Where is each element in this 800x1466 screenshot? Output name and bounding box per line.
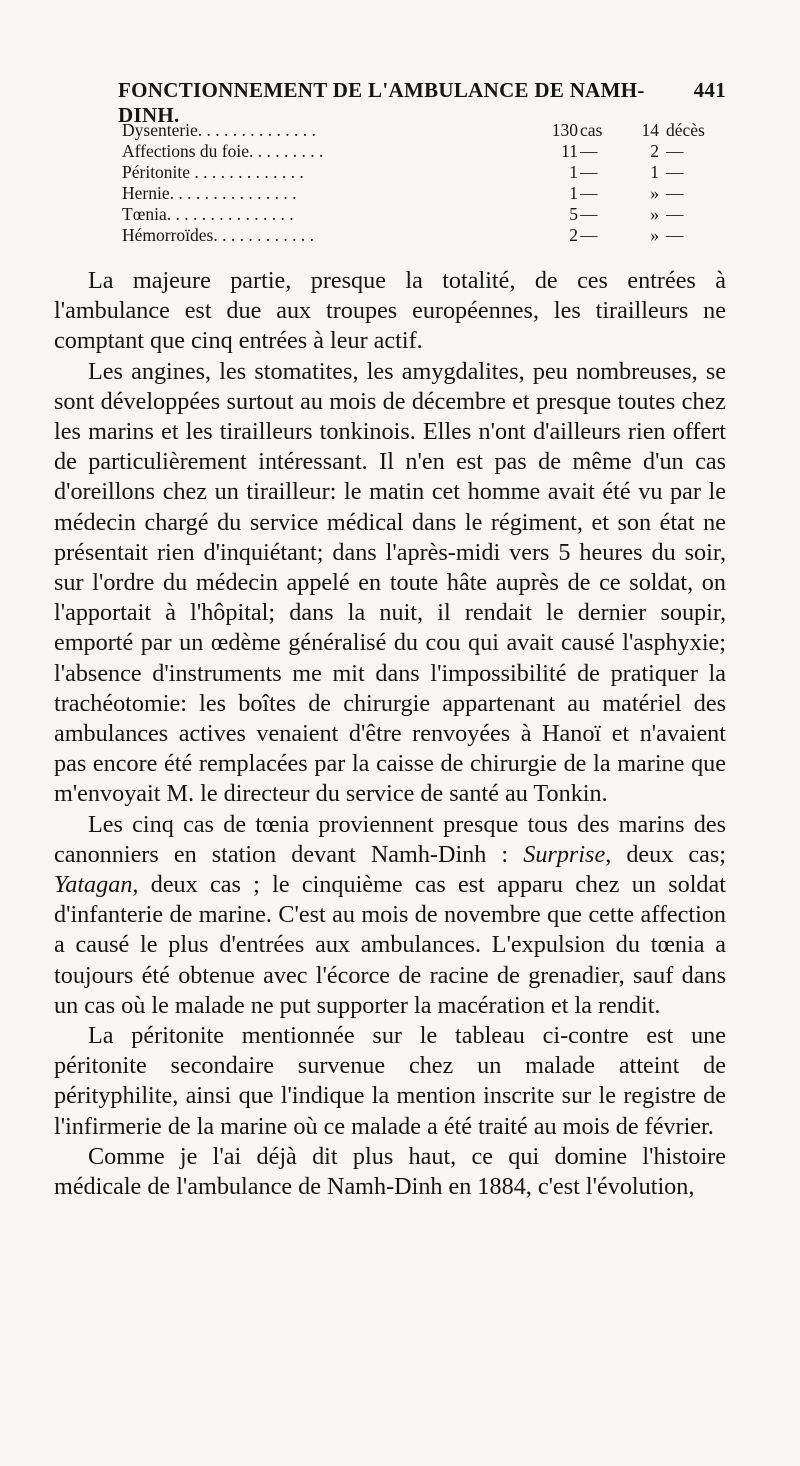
row-unit-cases: cas bbox=[580, 120, 603, 140]
row-unit-deaths: — bbox=[666, 141, 684, 161]
paragraph bbox=[54, 810, 726, 1021]
table-row bbox=[118, 225, 738, 246]
table-row bbox=[118, 162, 738, 183]
table-row bbox=[118, 120, 738, 141]
row-unit-cases: — bbox=[580, 141, 598, 161]
paragraph-text: , deux cas ; le cinquième cas est apparu chez un soldat d'infanterie de marine. C'est au mois de novembre que cette affection a causé le plus d'entrées aux ambulances. L'expulsion du tœnia a toujours été obtenue avec l'écorce de racine de grenadier, sauf dans un cas où le malade ne put supporter la macération et la rendit. bbox=[54, 871, 726, 1019]
row-deaths: 14 bbox=[641, 120, 659, 140]
table-row bbox=[118, 141, 738, 162]
row-unit-deaths: — bbox=[666, 204, 684, 224]
table-row bbox=[118, 204, 738, 225]
row-count: 5 bbox=[569, 204, 578, 224]
paragraph-text: , deux cas; bbox=[605, 840, 726, 868]
row-label: Dysenterie. . . . . . . . . . . . . . bbox=[122, 120, 316, 140]
row-deaths: » bbox=[650, 225, 659, 245]
row-count: 130 bbox=[551, 120, 578, 140]
row-unit-cases: — bbox=[580, 183, 598, 203]
row-unit-cases: — bbox=[580, 225, 598, 245]
row-label: Péritonite . . . . . . . . . . . . . bbox=[122, 162, 304, 182]
paragraph: La majeure partie, presque la totalité, de ces entrées à l'ambulance est due aux troupes européennes, les tirailleurs ne comptant que cinq entrées à leur actif. bbox=[54, 267, 726, 355]
ship-name: Surprise bbox=[523, 840, 606, 868]
row-count: 2 bbox=[569, 225, 578, 245]
table-row bbox=[118, 183, 738, 204]
paragraph-text: Les cinq cas de tœnia proviennent presque tous des marins des canonniers en station devant Namh-Dinh : bbox=[54, 810, 726, 868]
row-unit-deaths: décès bbox=[666, 120, 705, 140]
paragraph: La péritonite mentionnée sur le tableau ci-contre est une péritonite secondaire survenue chez un malade atteint de pérityphilite, ainsi que l'indique la mention inscrite sur le registre de l'infirmerie de la marine où ce malade a été traité au mois de février. bbox=[54, 1022, 726, 1140]
running-title: FONCTIONNEMENT DE L'AMBULANCE DE NAMH-DINH. bbox=[118, 78, 645, 127]
row-deaths: 2 bbox=[650, 141, 659, 161]
row-unit-deaths: — bbox=[666, 225, 684, 245]
paragraph: Comme je l'ai déjà dit plus haut, ce qui domine l'histoire médicale de l'ambulance de Namh-Dinh en 1884, c'est l'évolution, bbox=[54, 1142, 726, 1201]
row-deaths: » bbox=[650, 204, 659, 224]
row-label: Tœnia. . . . . . . . . . . . . . . bbox=[122, 204, 294, 224]
row-deaths: 1 bbox=[650, 162, 659, 182]
row-unit-cases: — bbox=[580, 204, 598, 224]
paragraph: Les angines, les stomatites, les amygdalites, peu nombreuses, se sont développées surtout au mois de décembre et presque toutes chez les marins et les tirailleurs tonkinois. Elles n'ont d'ailleurs rien offert de particulièrement intéressant. Il n'en est pas de même d'un cas d'oreillons chez un tirailleur: le matin cet homme avait été vu par le médecin chargé du service médical dans le régiment, et son état ne présentait rien d'inquiétant; dans l'après-midi vers 5 heures du soir, sur l'ordre du médecin appelé en toute hâte auprès de ce soldat, on l'apportait à l'hôpital; dans la nuit, il rendait le dernier soupir, emporté par un œdème généralisé du cou qui avait causé l'asphyxie; l'absence d'instruments me mit dans l'impossibilité de pratiquer la trachéotomie: les boîtes de chirurgie appartenant au matériel des ambulances actives venaient d'être renvoyées à Hanoï et n'avaient pas encore été remplacées par la caisse de chirurgie de la marine que m'envoyait M. le directeur du service de santé au Tonkin. bbox=[54, 357, 726, 808]
row-label: Hernie. . . . . . . . . . . . . . . bbox=[122, 183, 297, 203]
row-count: 1 bbox=[569, 183, 578, 203]
row-count: 1 bbox=[569, 162, 578, 182]
row-label: Hémorroïdes. . . . . . . . . . . . bbox=[122, 225, 314, 245]
ship-name: Yatagan bbox=[54, 871, 133, 899]
row-unit-deaths: — bbox=[666, 162, 684, 182]
page-number: 441 bbox=[693, 78, 726, 102]
row-unit-deaths: — bbox=[666, 183, 684, 203]
row-deaths: » bbox=[650, 183, 659, 203]
statistics-table bbox=[118, 120, 738, 246]
row-unit-cases: — bbox=[580, 162, 598, 182]
row-label: Affections du foie. . . . . . . . . bbox=[122, 141, 324, 161]
body-text bbox=[54, 266, 726, 1202]
row-count: 11 bbox=[561, 141, 578, 161]
